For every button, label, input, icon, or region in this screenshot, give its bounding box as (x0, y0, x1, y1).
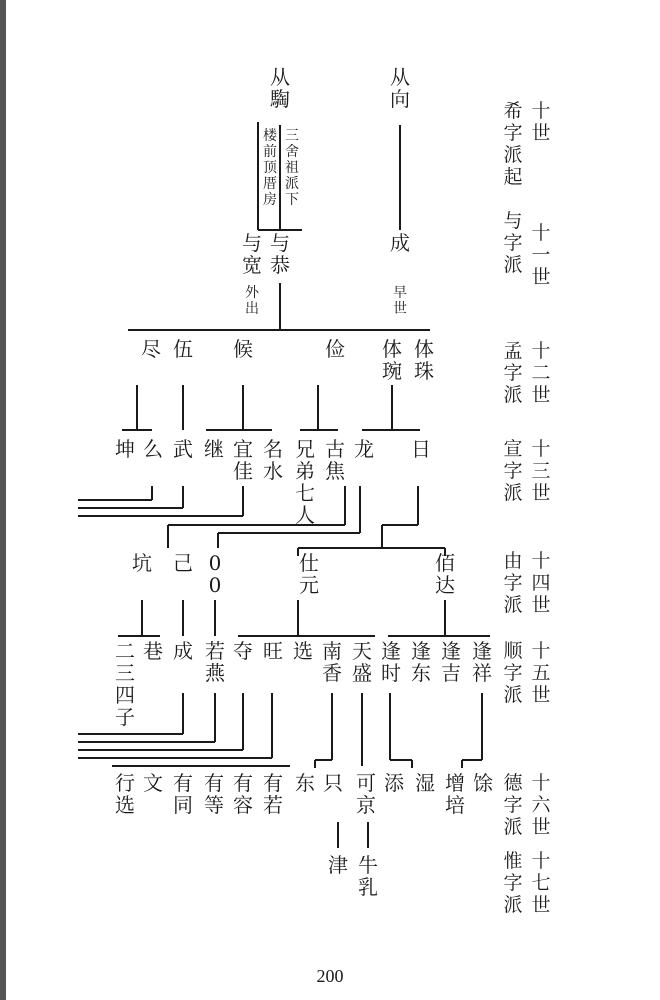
name-youtong: 有 同 (173, 771, 193, 817)
name-zengpei: 增 培 (445, 771, 465, 817)
name-yugong: 与 恭 (270, 231, 290, 277)
name-ri: 日 (411, 437, 431, 461)
name-xingxuan: 行 选 (115, 771, 135, 817)
gen-sect-12: 孟 字 派 (503, 340, 523, 406)
name-wang: 旺 (263, 639, 283, 663)
name-yijia: 宜 佳 (233, 437, 253, 483)
name-congxiang: 从 向 (390, 65, 410, 111)
gen-sect-13: 宣 字 派 (503, 438, 523, 504)
note-waichu: 外 出 (245, 285, 259, 317)
name-gujiao: 古 焦 (325, 437, 345, 483)
gen-sect-15: 顺 字 派 (503, 640, 523, 706)
name-yourou: 有 若 (263, 771, 283, 817)
name-hou: 候 (233, 337, 253, 361)
gen-sect-10: 希 字 派 起 (503, 100, 523, 188)
name-ji: 继 (204, 437, 224, 461)
name-ersansi: 二 三 四 子 (115, 639, 135, 729)
name-ji2: 己 (173, 551, 193, 575)
name-ruoyan: 若 燕 (205, 639, 225, 685)
gen-sect-16: 德 字 派 (503, 772, 523, 838)
name-kun: 坤 (115, 437, 135, 461)
name-wu: 伍 (173, 337, 193, 361)
name-fengshi: 逢 时 (381, 639, 401, 685)
name-tiwan: 体 琬 (382, 337, 402, 383)
name-jian: 俭 (325, 337, 345, 361)
name-youdeng: 有 等 (204, 771, 224, 817)
name-duo: 夺 (233, 639, 253, 663)
name-jin: 尽 (141, 337, 161, 361)
gen-label-12: 十 二 世 (531, 340, 551, 406)
gen-label-13: 十 三 世 (531, 438, 551, 504)
name-mingshui: 名 水 (263, 437, 283, 483)
gen-label-10: 十 世 (531, 100, 551, 144)
name-nanxiang: 南 香 (322, 639, 342, 685)
gen-label-14: 十 四 世 (531, 550, 551, 616)
name-yu: 馀 (473, 771, 493, 795)
name-cheng2: 成 (173, 639, 193, 663)
name-wen: 文 (143, 771, 163, 795)
name-congtao: 从 騊 (270, 65, 290, 111)
name-yukuan: 与 宽 (242, 231, 262, 277)
note-louqian: 楼 前 顶 厝 房 (263, 128, 277, 208)
gen-sect-14: 由 字 派 (503, 550, 523, 616)
name-tiansheng: 天 盛 (352, 639, 372, 685)
name-wu2: 武 (173, 437, 193, 461)
name-long: 龙 (354, 437, 374, 461)
name-xiongdi: 兄 弟 七 人 (295, 437, 315, 527)
name-shiyuan: 仕 元 (299, 551, 319, 597)
gen-sect-11: 与 字 派 (503, 210, 523, 276)
name-00: 0 0 (208, 551, 222, 597)
name-shi: 湿 (415, 771, 435, 795)
name-xiang: 巷 (143, 639, 163, 663)
name-dong: 东 (295, 771, 315, 795)
page-number: 200 (316, 966, 344, 986)
name-fengdong: 逢 东 (411, 639, 431, 685)
name-tizhu: 体 珠 (414, 337, 434, 383)
name-yourong: 有 容 (233, 771, 253, 817)
name-kejing: 可 京 (356, 771, 376, 817)
name-fengji: 逢 吉 (441, 639, 461, 685)
name-jin2: 津 (328, 853, 348, 877)
gen-label-16: 十 六 世 (531, 772, 551, 838)
name-me: 么 (143, 437, 163, 461)
name-fengxiang: 逢 祥 (472, 639, 492, 685)
gen-label-11: 十 一 世 (531, 222, 551, 288)
note-zaoshi: 早 世 (393, 285, 407, 317)
name-cheng: 成 (390, 231, 410, 255)
gen-label-15: 十 五 世 (531, 640, 551, 706)
name-keng: 坑 (132, 551, 152, 575)
name-xuan: 选 (293, 639, 313, 663)
name-boda: 佰 达 (435, 551, 455, 597)
name-zhi: 只 (323, 771, 343, 795)
gen-label-17: 十 七 世 (531, 850, 551, 916)
gen-sect-17: 惟 字 派 (503, 850, 523, 916)
note-sanshe: 三 舍 祖 派 下 (285, 128, 299, 208)
name-tian: 添 (384, 771, 404, 795)
name-niuru: 牛 乳 (358, 853, 378, 899)
